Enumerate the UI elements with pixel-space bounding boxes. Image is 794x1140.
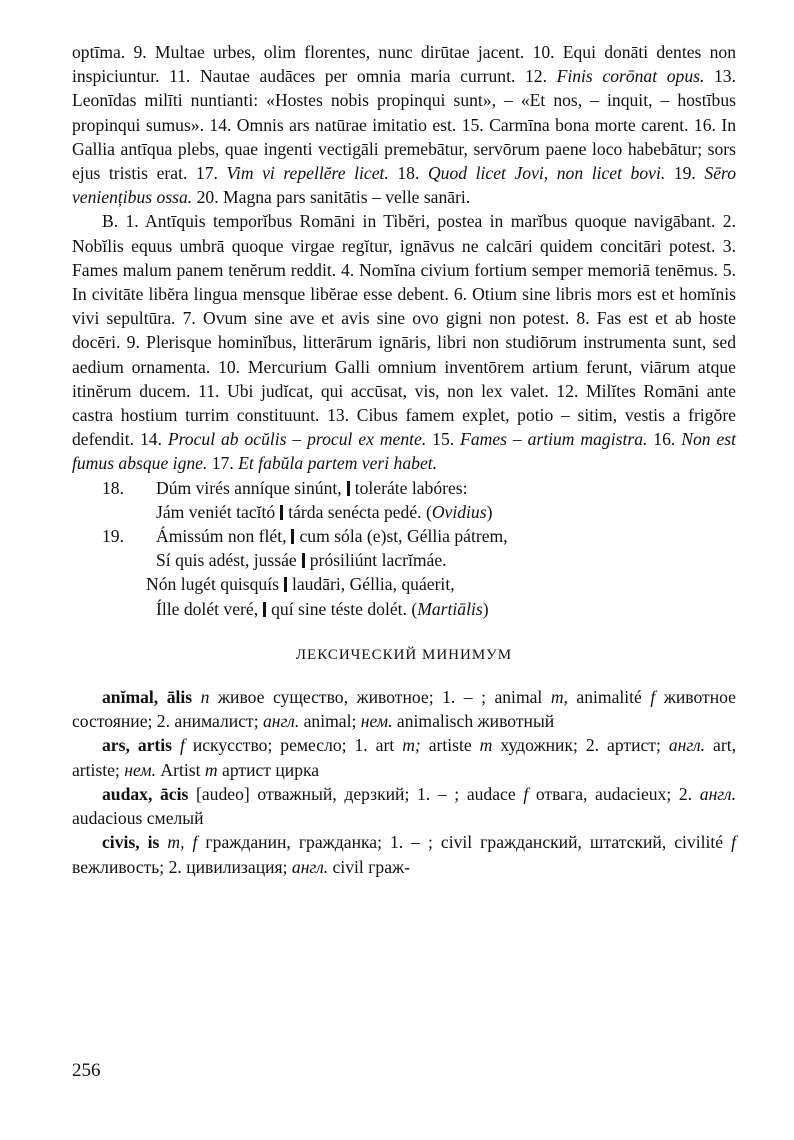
verse-hemistich-2: laudāri, Géllia, quáerit, — [291, 574, 455, 595]
verse-hemistich-1: Nón lugét quisquís — [146, 574, 279, 595]
italic-text-run: Quod licet Jovi, non licet bovi. — [427, 163, 666, 184]
headword: anĭmal, — [102, 687, 159, 708]
verse-line — [72, 572, 736, 596]
text-run: optīma. 9. Multae urbes, olim florentes, nunc dirūtae jacent. 10. Equi donāti dentes non inspiciuntur. 11. Nautae audāces per omnia maria currunt. 12. — [72, 42, 736, 87]
verse-hemistich-2: toleráte labóres: — [354, 477, 468, 498]
headword: ars, — [102, 735, 130, 756]
lexicon-entry — [72, 733, 736, 781]
verse-hemistich-2: tárda senécta pedé. — [288, 501, 422, 522]
verse-line — [72, 500, 736, 524]
italic-text-run: Non est fumus absque igne. — [72, 429, 736, 474]
italic-entry-text: нем. — [360, 711, 393, 732]
italic-text-run: Vim vi repellĕre licet. — [226, 163, 389, 184]
lexicon-entry — [72, 685, 736, 733]
verse-block — [72, 476, 736, 621]
entry-text: гражданин, гражданка; 1. – ; civil гражданский, штатский, civilité — [197, 832, 732, 853]
entry-text: художник; 2. артист; — [492, 735, 669, 756]
entry-text: [audeo] отважный, дерзкий; 1. – ; audace — [196, 783, 524, 804]
caesura-mark — [302, 553, 305, 568]
italic-entry-text: m — [479, 735, 493, 756]
text-run: 17. — [207, 453, 239, 474]
text-run: 15. — [426, 429, 461, 450]
page-number: 256 — [72, 1060, 101, 1081]
entry-text: отвага, audacieux; 2. — [528, 783, 700, 804]
verse-source: (Ovidius) — [421, 501, 493, 522]
headword: civis, — [102, 832, 140, 853]
headword: audax, — [102, 783, 153, 804]
caesura-mark — [291, 529, 294, 544]
italic-entry-text: англ. — [668, 735, 706, 756]
caesura-mark — [263, 602, 266, 617]
verse-hemistich-1: Jám veniét tacĭtó — [156, 501, 276, 522]
italic-text-run: Fames – artium magistra. — [460, 429, 648, 450]
italic-text-run: Procul ab ocŭlis – procul ex mente. — [167, 429, 427, 450]
entry-text: is — [139, 832, 168, 853]
lexicon-entry — [72, 830, 736, 878]
entry-text: animalité — [567, 687, 651, 708]
italic-text-run: Finis corōnat opus. — [556, 66, 705, 87]
exercise-a-continued — [72, 40, 736, 209]
italic-entry-text: англ. — [699, 783, 736, 804]
verse-number: 19. — [102, 526, 124, 547]
text-run: 16. — [647, 429, 682, 450]
italic-entry-text: m; — [402, 735, 421, 756]
italic-entry-text: англ. — [262, 711, 300, 732]
entry-text: ālis — [158, 687, 201, 708]
italic-entry-text: f — [731, 832, 736, 853]
italic-entry-text: f — [179, 735, 185, 756]
italic-entry-text: m, f — [167, 832, 198, 853]
verse-hemistich-1: Ílle dolét veré, — [156, 598, 259, 619]
text-run: B. 1. Antīquis temporĭbus Romāni in Tibĕri, postea in marĭbus quoque navigābant. 2. Nobĭlis equus umbrā quoque virgae regĭtur, ignāvus ne calcāri quidem concitāri potest. 3. Fames malum panem tenĕrum reddit. 4. Nomĭna civium fortium semper memoriā tenēmus. 5. In civitāte libĕra lingua mensque libĕrae esse debent. 6. Otium sine libris mors est et homĭnis vivi sepultūra. 7. Ovum sine ave et avis sine ovo gigni non potest. 8. Fas est et ab hoste docēri. 9. Plerisque hominĭbus, litterārum ignāris, libri non studiōrum instrumenta sunt, sed aedium ornamenta. 10. Mercurium Galli omnium inventōrem artium ferunt, viārum atque itinĕrum ducem. 11. Ubi judĭcat, qui accūsat, vis, non lex valet. 12. Milĭtes Romāni ante castra hostium turrim constituunt. 13. Cibus famem explet, potio – sitim, vestis a frigŏre defendit. 14. — [72, 211, 736, 450]
verse-hemistich-2: cum sóla (e)st, Géllia pátrem, — [299, 526, 508, 547]
lexicon-list — [72, 685, 736, 879]
italic-entry-text: n — [200, 687, 210, 708]
entry-text: Artist — [156, 759, 205, 780]
entry-text: artis — [129, 735, 180, 756]
italic-entry-text: m — [204, 759, 218, 780]
section-heading: ЛЕКСИЧЕСКИЙ МИНИМУМ — [295, 646, 513, 663]
verse-line — [72, 524, 736, 548]
verse-hemistich-1: Dúm virés anníque sinúnt, — [156, 477, 342, 498]
entry-text: ācis — [152, 783, 196, 804]
verse-line — [72, 548, 736, 572]
text-run: 13. Leonīdas milīti nuntianti: «Hostes nobis propinqui sunt», – «Et nos, – inquit, – hostībus propinqui sumus». 14. Omnis ars natūrae imitatio est. 15. Carmīna bona morte carent. 16. In Gallia antīqua plebs, quae ingenti vectigāli premebātur, servōrum paene loco habebātur; sors ejus tristis erat. 17. — [72, 66, 736, 184]
verse-hemistich-2: prósiliúnt lacrĭmáe. — [309, 550, 447, 571]
page-content — [72, 40, 736, 879]
text-run: 20. Magna pars sanitātis – velle sanāri. — [192, 187, 471, 208]
text-run: 19. — [665, 163, 705, 184]
verse-source: (Martiālis) — [406, 598, 489, 619]
italic-entry-text: англ. — [291, 856, 329, 877]
verse-number: 18. — [102, 477, 124, 498]
entry-text: animalisch животный — [392, 711, 555, 732]
entry-text: animal; — [299, 711, 361, 732]
entry-text: art, artiste; — [72, 735, 736, 780]
caesura-mark — [284, 577, 287, 592]
italic-entry-text: m, — [550, 687, 568, 708]
entry-text: artiste — [420, 735, 480, 756]
entry-text: живое существо, животное; 1. – ; animal — [209, 687, 551, 708]
entry-text: искусство; ремесло; 1. art — [184, 735, 403, 756]
lexicon-entry — [72, 782, 736, 830]
verse-hemistich-1: Sí quis adést, jussáe — [156, 550, 297, 571]
italic-entry-text: f — [650, 687, 656, 708]
italic-entry-text: нем. — [124, 759, 157, 780]
caesura-mark — [280, 505, 283, 520]
italic-text-run: Et fabŭla partem veri habet. — [238, 453, 438, 474]
italic-entry-text: f — [523, 783, 529, 804]
verse-line — [72, 597, 736, 621]
caesura-mark — [347, 481, 350, 496]
entry-text: артист цирка — [217, 759, 320, 780]
exercise-b — [72, 209, 736, 475]
verse-line — [72, 476, 736, 500]
verse-hemistich-1: Ámissúm non flét, — [156, 526, 287, 547]
entry-text: вежливость; 2. цивилизация; — [72, 856, 292, 877]
entry-text: животное состояние; 2. анималист; — [72, 687, 736, 732]
verse-hemistich-2: quí sine téste dolét. — [271, 598, 407, 619]
italic-text-run: Sēro veniențibus ossa. — [72, 163, 736, 208]
entry-text: audacious смелый — [72, 808, 204, 829]
text-run: 18. — [388, 163, 428, 184]
entry-text: civil граж- — [328, 856, 411, 877]
